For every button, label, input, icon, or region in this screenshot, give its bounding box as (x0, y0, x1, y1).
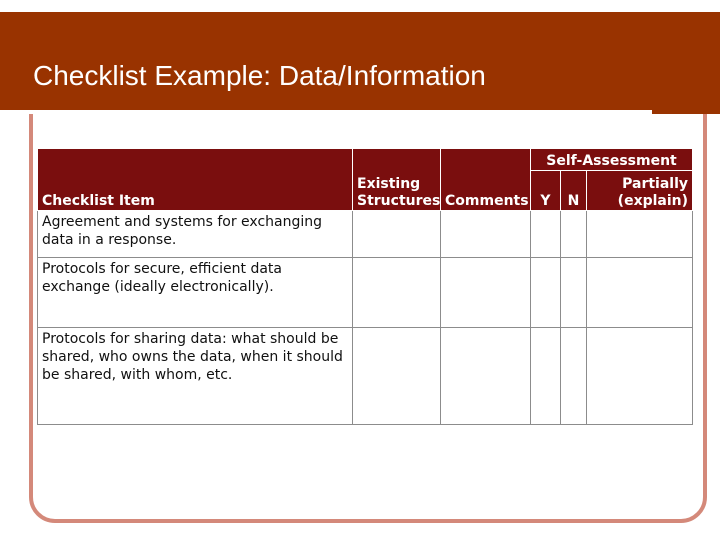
yes-cell (531, 258, 561, 328)
column-header-no: N (561, 171, 587, 211)
slide-title: Checklist Example: Data/Information (33, 60, 486, 91)
comments-cell (441, 258, 531, 328)
comments-cell (441, 328, 531, 425)
no-cell (561, 328, 587, 425)
title-underline (0, 110, 652, 114)
partially-cell (587, 211, 693, 258)
header-row-top (38, 149, 693, 171)
partially-cell (587, 258, 693, 328)
no-cell (561, 211, 587, 258)
row-item-cell: Protocols for sharing data: what should be shared, who owns the data, when it should be shared, with whom, etc. (38, 328, 353, 425)
column-header-self-assessment: Self-Assessment (531, 149, 693, 171)
existing-structures-cell (353, 258, 441, 328)
checklist-table (37, 148, 693, 425)
column-header-comments: Comments (441, 149, 531, 211)
comments-cell (441, 211, 531, 258)
row-item-cell: Agreement and systems for exchanging data in a response. (38, 211, 353, 258)
existing-structures-cell (353, 328, 441, 425)
existing-structures-cell (353, 211, 441, 258)
table-row (38, 211, 693, 258)
row-item-cell: Protocols for secure, efficient data exchange (ideally electronically). (38, 258, 353, 328)
partially-cell (587, 328, 693, 425)
column-header-checklist-item: Checklist Item (38, 149, 353, 211)
column-header-yes: Y (531, 171, 561, 211)
table-row (38, 258, 693, 328)
no-cell (561, 258, 587, 328)
table-row (38, 328, 693, 425)
title-bar (0, 12, 720, 114)
column-header-partially: Partially (explain) (587, 171, 693, 211)
column-header-existing-structures: Existing Structures (353, 149, 441, 211)
yes-cell (531, 211, 561, 258)
yes-cell (531, 328, 561, 425)
